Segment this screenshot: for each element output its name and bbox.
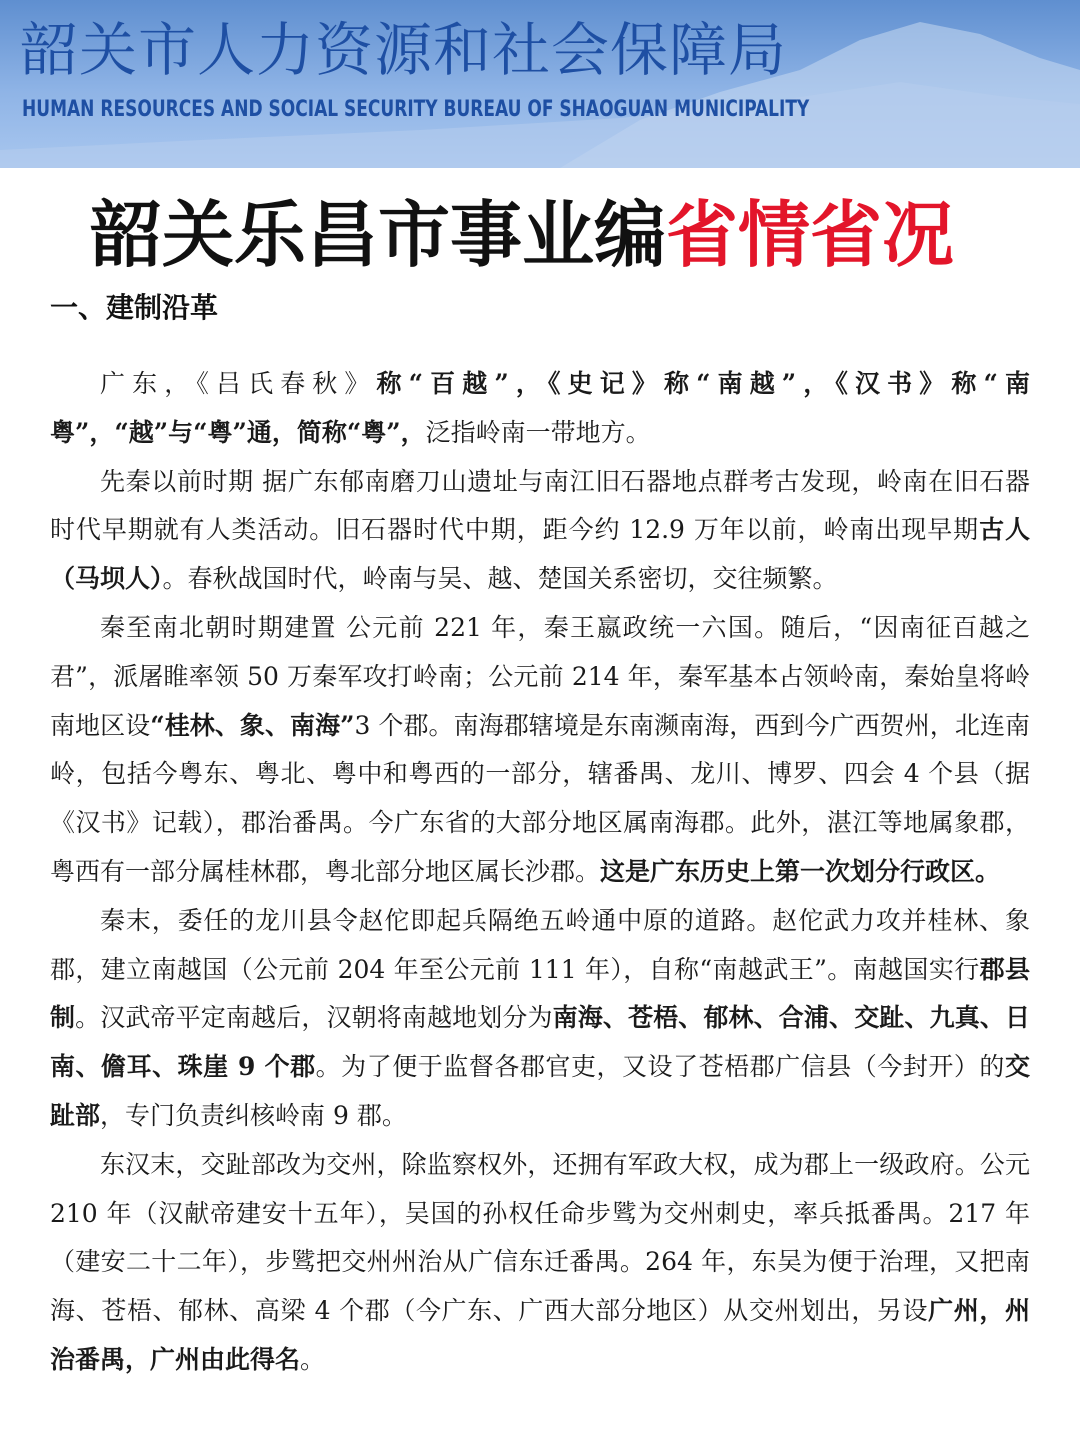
bold-text-run: 称“百越”，《史记》称“南越”，《汉书》称“南粤”，“越”与“粤”通，简称“粤”， — [50, 369, 1030, 447]
bold-text-run: 南海、苍梧、郁林、合浦、交趾、九真、日南、儋耳、珠崖 9 个郡 — [50, 1003, 1030, 1082]
page-title-main: 韶关乐昌市事业编 — [90, 193, 667, 277]
section-heading: 一、建制沿革 — [50, 291, 219, 324]
bold-text-run: 交趾部 — [50, 1052, 1030, 1130]
paragraph-4 — [50, 897, 1030, 1141]
paragraph-1 — [50, 360, 1030, 458]
text-run: ，专门负责纠核岭南 9 郡。 — [100, 1100, 407, 1130]
bold-text-run: “桂林、象、南海” — [150, 710, 355, 740]
bureau-name-chinese: 韶关市人力资源和社会保障局 — [20, 16, 788, 84]
bold-text-run: 广州，州治番禺，广州由此得名 — [50, 1296, 1030, 1374]
text-run: 广东，《吕氏春秋》 — [100, 369, 377, 398]
text-run: 。为了便于监督各郡官吏，又设了苍梧郡广信县（今封开）的 — [315, 1052, 1005, 1082]
bold-text-run: 古人（马坝人） — [50, 515, 1030, 594]
paragraph-5 — [50, 1141, 1030, 1385]
bureau-name-english: HUMAN RESOURCES AND SOCIAL SECURITY BUREAU OF SHAOGUAN MUNICIPALITY — [22, 97, 810, 122]
paragraph-2 — [50, 458, 1030, 604]
page-title — [90, 192, 954, 278]
page-title-highlight: 省情省况 — [666, 193, 955, 277]
bold-text-run: 这是广东历史上第一次划分行政区。 — [600, 856, 1001, 886]
text-run: 秦末，委任的龙川县令赵佗即起兵隔绝五岭通中原的道路。赵佗武力攻并桂林、象郡，建立南越国（公元前 204 年至公元前 111 年），自称“南越武王”。南越国实行 — [50, 905, 1030, 984]
text-run: 。汉武帝平定南越后，汉朝将南越地划分为 — [75, 1003, 553, 1033]
text-run: 泛指岭南一带地方。 — [425, 417, 651, 447]
text-run: 。春秋战国时代，岭南与吴、越、楚国关系密切，交往频繁。 — [162, 564, 838, 594]
text-run: 3 个郡。南海郡辖境是东南濒南海，西到今广西贺州，北连南岭，包括今粤东、粤北、粤中和粤西的一部分，辖番禺、龙川、博罗、四会 4 个县（据《汉书》记载），郡治番禺。今广东省的大部分地区属南海郡。此外，湛江等地属象郡，粤西有一部分属桂林郡，粤北部分地区属长沙郡。 — [50, 710, 1030, 886]
text-run: 。 — [300, 1344, 326, 1374]
text-run: 先秦以前时期 据广东郁南磨刀山遗址与南江旧石器地点群考古发现，岭南在旧石器时代早期就有人类活动。旧石器时代中期，距今约 12.9 万年以前，岭南出现早期 — [50, 466, 1030, 545]
paragraph-3 — [50, 604, 1030, 897]
text-run: 东汉末，交趾部改为交州，除监察权外，还拥有军政大权，成为郡上一级政府。公元 210 年（汉献帝建安十五年），吴国的孙权任命步骘为交州刺史，率兵抵番禺。217 年（建安二十二年），步骘把交州州治从广信东迁番禺。264 年，东吴为便于治理，又把南海、苍梧、郁林、高梁 4 个郡（今广东、广西大部分地区）从交州划出，另设 — [50, 1149, 1030, 1326]
bold-text-run: 郡县制 — [50, 954, 1030, 1033]
article-body — [50, 360, 1030, 1385]
text-run: 秦至南北朝时期建置 公元前 221 年，秦王嬴政统一六国。随后，“因南征百越之君”，派屠睢率领 50 万秦军攻打岭南；公元前 214 年，秦军基本占领岭南，秦始皇将岭南地区设 — [50, 612, 1030, 740]
header-banner — [0, 0, 1080, 168]
